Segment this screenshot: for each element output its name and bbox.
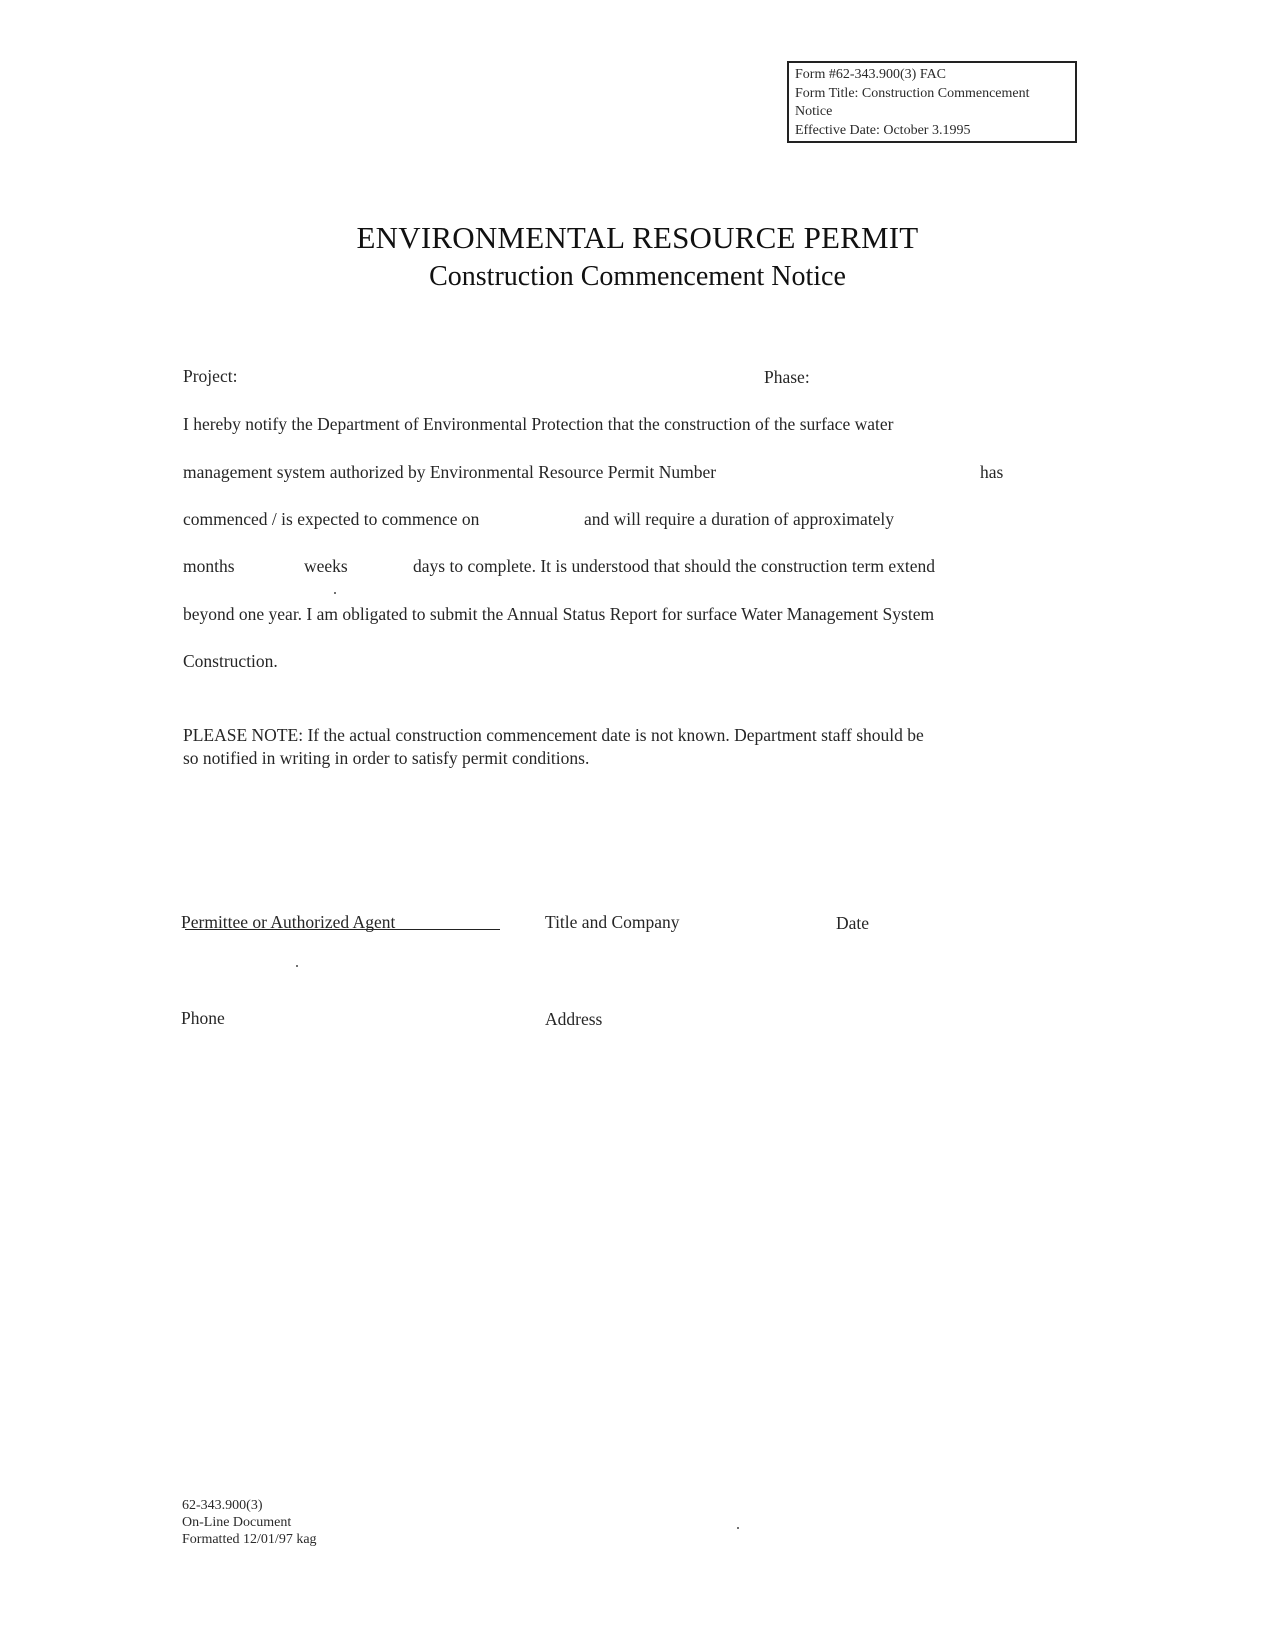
footer-formatted-date: Formatted 12/01/97 kag: [182, 1532, 317, 1547]
form-number: Form #62-343.900(3) FAC: [795, 67, 947, 82]
phone-label: Phone: [181, 1008, 225, 1028]
document-title: ENVIRONMENTAL RESOURCE PERMIT: [356, 220, 919, 255]
document-subtitle: Construction Commencement Notice: [429, 261, 846, 292]
body-line-2: management system authorized by Environmental Resource Permit Number: [183, 462, 717, 482]
form-effective-date: Effective Date: October 3.1995: [795, 122, 971, 138]
body-line-3-end: and will require a duration of approximately: [584, 509, 895, 529]
footer-form-number: 62-343.900(3): [182, 1498, 263, 1513]
body-line-2-end: has: [980, 462, 1004, 482]
phase-label: Phase:: [764, 367, 810, 387]
note-line-2: so notified in writing in order to satisfy permit conditions.: [183, 748, 590, 768]
body-line-5: beyond one year. I am obligated to submit the Annual Status Report for surface Water Management System: [183, 604, 935, 624]
project-label: Project:: [183, 366, 238, 386]
body-line-6: Construction.: [183, 651, 278, 671]
duration-months-label: months: [183, 556, 235, 576]
body-line-1: I hereby notify the Department of Environmental Protection that the construction of the surface water: [183, 414, 894, 434]
scan-speck: [737, 1527, 739, 1529]
date-label: Date: [836, 913, 870, 933]
footer: [182, 1497, 317, 1548]
title-company-label: Title and Company: [545, 912, 680, 932]
form-title: Form Title: Construction Commencement: [795, 85, 1030, 101]
scan-speck: [296, 965, 298, 967]
duration-weeks-label: weeks: [304, 556, 348, 576]
address-label: Address: [545, 1009, 603, 1029]
form-info-box: [787, 61, 1077, 143]
footer-online-document: On-Line Document: [182, 1515, 292, 1530]
note-line-1: PLEASE NOTE: If the actual construction commencement date is not known. Department staff should be: [183, 725, 924, 745]
permittee-agent-label: Permittee or Authorized Agent: [181, 912, 396, 932]
body-line-3: commenced / is expected to commence on: [183, 509, 480, 529]
form-title-continued: Notice: [795, 104, 833, 119]
scan-speck: [334, 592, 336, 594]
body-line-4-end: days to complete. It is understood that should the construction term extend: [413, 556, 935, 576]
